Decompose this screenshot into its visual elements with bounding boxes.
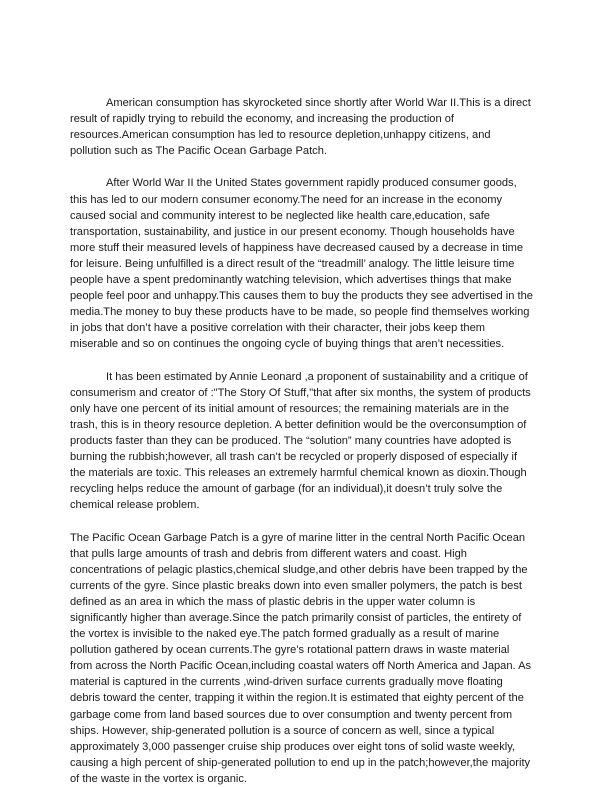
paragraph-consumer-economy: After World War II the United States government rapidly produced consumer goods, this has led to our modern consumer economy.The need for an increase in the economy caused social and community interest to be neglected like health care,education, safe transportation, sustainability, and justice in our present economy. Though households have more stuff their measured levels of happiness have decreased caused by a decrease in time for leisure. Being unfulfilled is a direct result of the “treadmill’ analogy. The little leisure time people have a spent predominantly watching television, which advertises things that make people feel poor and unhappy.This causes them to buy the products they see advertised in the media.The money to buy these products have to be made, so people find themselves working in jobs that don’t have a positive correlation with their character, their jobs keep them miserable and so on continues the ongoing cycle of buying things that aren’t necessities. [70, 177, 533, 351]
paragraph-resource-depletion: It has been estimated by Annie Leonard ,a proponent of sustainability and a critique of consumerism and creator of :"The Story Of Stuff,"that after six months, the system of products only have one percent of its initial amount of resources; the remaining materials are in the trash, this is in theory resource depletion. A better definition would be the overconsumption of products faster than they can be produced. The “solution” many countries have adopted is burning the rubbish;however, all trash can’t be recycled or properly disposed of especially if the materials are toxic. This releases an extremely harmful chemical known as dioxin.Though recycling helps reduce the amount of garbage (for an individual),it doesn’t truly solve the chemical release problem. [70, 370, 531, 512]
paragraph-intro: American consumption has skyrocketed since shortly after World War II.This is a direct result of rapidly trying to rebuild the economy, and increasing the production of resources.American consumption has led to resource depletion,unhappy citizens, and pollution such as The Pacific Ocean Garbage Patch. [70, 97, 531, 158]
paragraph-garbage-patch: The Pacific Ocean Garbage Patch is a gyre of marine litter in the central North Pacific Ocean that pulls large amounts of trash and debris from different waters and coast. High concentrations of pelagic plastics,chemical sludge,and other debris have been trapped by the currents of the gyre. Since plastic breaks down into even smaller polymers, the patch is best defined as an area in which the mass of plastic debris in the upper water column is significantly higher than average.Since the patch primarily consist of particles, the entirety of the vortex is invisible to the naked eye.The patch formed gradually as a result of marine pollution gathered by ocean currents.The gyre's rotational pattern draws in waste material from across the North Pacific Ocean,including coastal waters off North America and Japan. As material is captured in the currents ,wind-driven surface currents gradually move floating debris toward the center, trapping it within the region.It is estimated that eighty percent of the garbage come from land based sources due to over consumption and twenty percent from ships. However, ship-generated pollution is a source of concern as well, since a typical approximately 3,000 passenger cruise ship produces over eight tons of solid waste weekly, causing a high percent of ship-generated pollution to end up in the patch;however,the majority of the waste in the vortex is organic. [70, 531, 532, 785]
essay-body [70, 95, 534, 787]
